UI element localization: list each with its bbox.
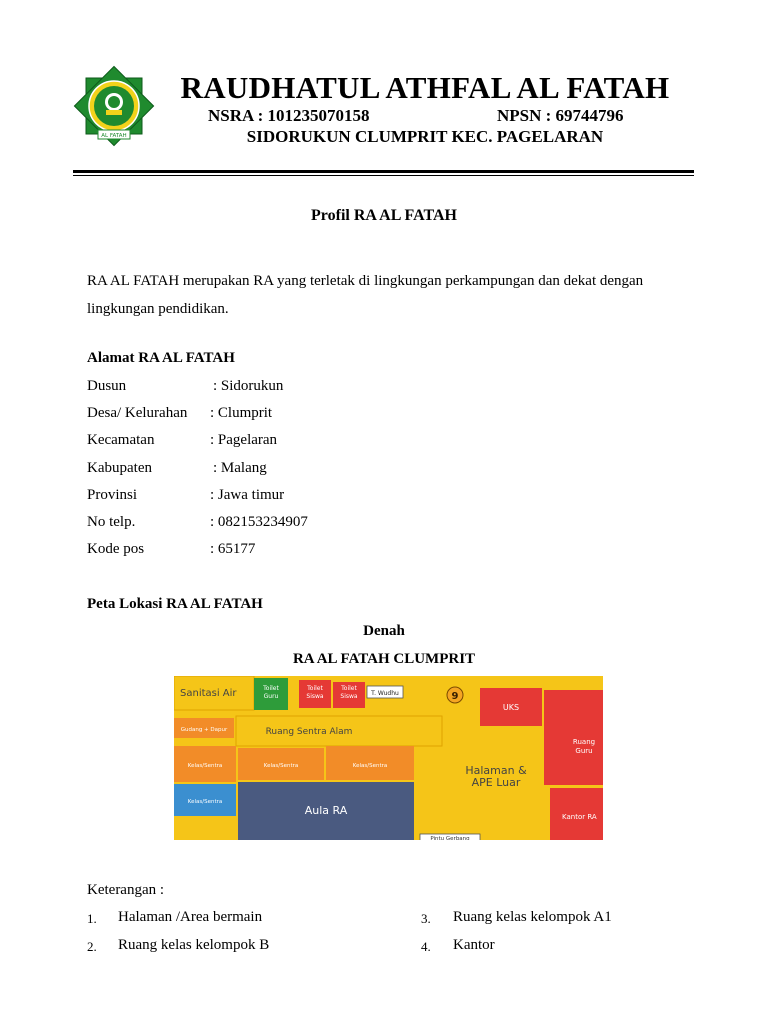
room-label: Siswa <box>340 693 358 700</box>
address-value: : 65177 <box>210 541 256 557</box>
room-label: Kantor RA <box>562 813 597 821</box>
legend-number: 1. <box>87 911 97 926</box>
room-label: Gudang + Dapur <box>180 727 228 733</box>
room-label: Toilet <box>263 685 279 692</box>
page-title: Profil RA AL FATAH <box>311 207 457 224</box>
marker-label: 9 <box>451 691 459 702</box>
school-logo <box>68 64 160 148</box>
address-heading: Alamat RA AL FATAH <box>87 350 235 366</box>
room-label: Toilet <box>341 685 357 692</box>
room-label: Ruang Sentra Alam <box>265 727 353 737</box>
address-label: Kecamatan <box>87 432 155 448</box>
plan-corner <box>174 816 236 840</box>
school-name: RAUDHATUL ATHFAL AL FATAH <box>180 70 670 105</box>
room-label: Guru <box>575 747 593 755</box>
logo-text: AL FATAH <box>101 133 127 139</box>
legend-item: Halaman /Area bermain <box>118 909 263 925</box>
header-divider-thin <box>73 175 694 176</box>
address-label: Kode pos <box>87 541 145 557</box>
room-label: Toilet <box>307 685 323 692</box>
nsra-number: NSRA : 101235070158 <box>208 106 370 125</box>
npsn-number: NPSN : 69744796 <box>497 106 624 125</box>
room-label: UKS <box>502 703 520 712</box>
room-label: Ruang <box>572 738 596 746</box>
address-value: : Malang <box>213 460 267 476</box>
school-address: SIDORUKUN CLUMPRIT KEC. PAGELARAN <box>246 127 604 146</box>
address-value: : Pagelaran <box>210 432 278 448</box>
map-heading: Peta Lokasi RA AL FATAH <box>87 596 263 612</box>
address-value: : Jawa timur <box>210 487 285 503</box>
room-label: APE Luar <box>471 776 521 789</box>
room-label: Sanitasi Air <box>180 688 237 699</box>
address-label: No telp. <box>87 514 136 530</box>
legend-item: Kantor <box>453 937 495 953</box>
intro-paragraph: RA AL FATAH merupakan RA yang terletak di lingkungan perkampungan dan dekat dengan lingkungan pendidikan. <box>87 273 644 317</box>
room-label: Kelas/Sentra <box>352 763 388 769</box>
room-label: Guru <box>263 693 279 700</box>
legend-number: 3. <box>421 911 431 926</box>
address-label: Kabupaten <box>87 460 152 476</box>
legend-heading: Keterangan : <box>87 882 165 898</box>
address-label: Provinsi <box>87 487 138 503</box>
plan-subtitle: RA AL FATAH CLUMPRIT <box>292 651 476 667</box>
room-label: Siswa <box>306 693 324 700</box>
address-label: Desa/ Kelurahan <box>87 405 188 421</box>
room-label: Halaman & <box>465 764 527 777</box>
address-value: : Clumprit <box>210 405 273 421</box>
header-divider <box>73 170 694 173</box>
legend-item: Ruang kelas kelompok A1 <box>453 909 612 925</box>
legend-number: 4. <box>421 939 431 954</box>
legend-item: Ruang kelas kelompok B <box>118 937 270 953</box>
room-label: Pintu Gerbang <box>430 836 470 840</box>
room-label: Kelas/Sentra <box>263 763 299 769</box>
address-label: Dusun <box>87 378 127 394</box>
room-label: T. Wudhu <box>371 690 399 697</box>
room-label: Kelas/Sentra <box>187 799 223 805</box>
room-label: Aula RA <box>304 804 348 817</box>
legend-number: 2. <box>87 939 97 954</box>
address-value: : Sidorukun <box>213 378 284 394</box>
address-value: : 082153234907 <box>210 514 308 530</box>
room-label: Kelas/Sentra <box>187 763 223 769</box>
floor-plan <box>174 676 603 840</box>
plan-title: Denah <box>363 623 405 639</box>
